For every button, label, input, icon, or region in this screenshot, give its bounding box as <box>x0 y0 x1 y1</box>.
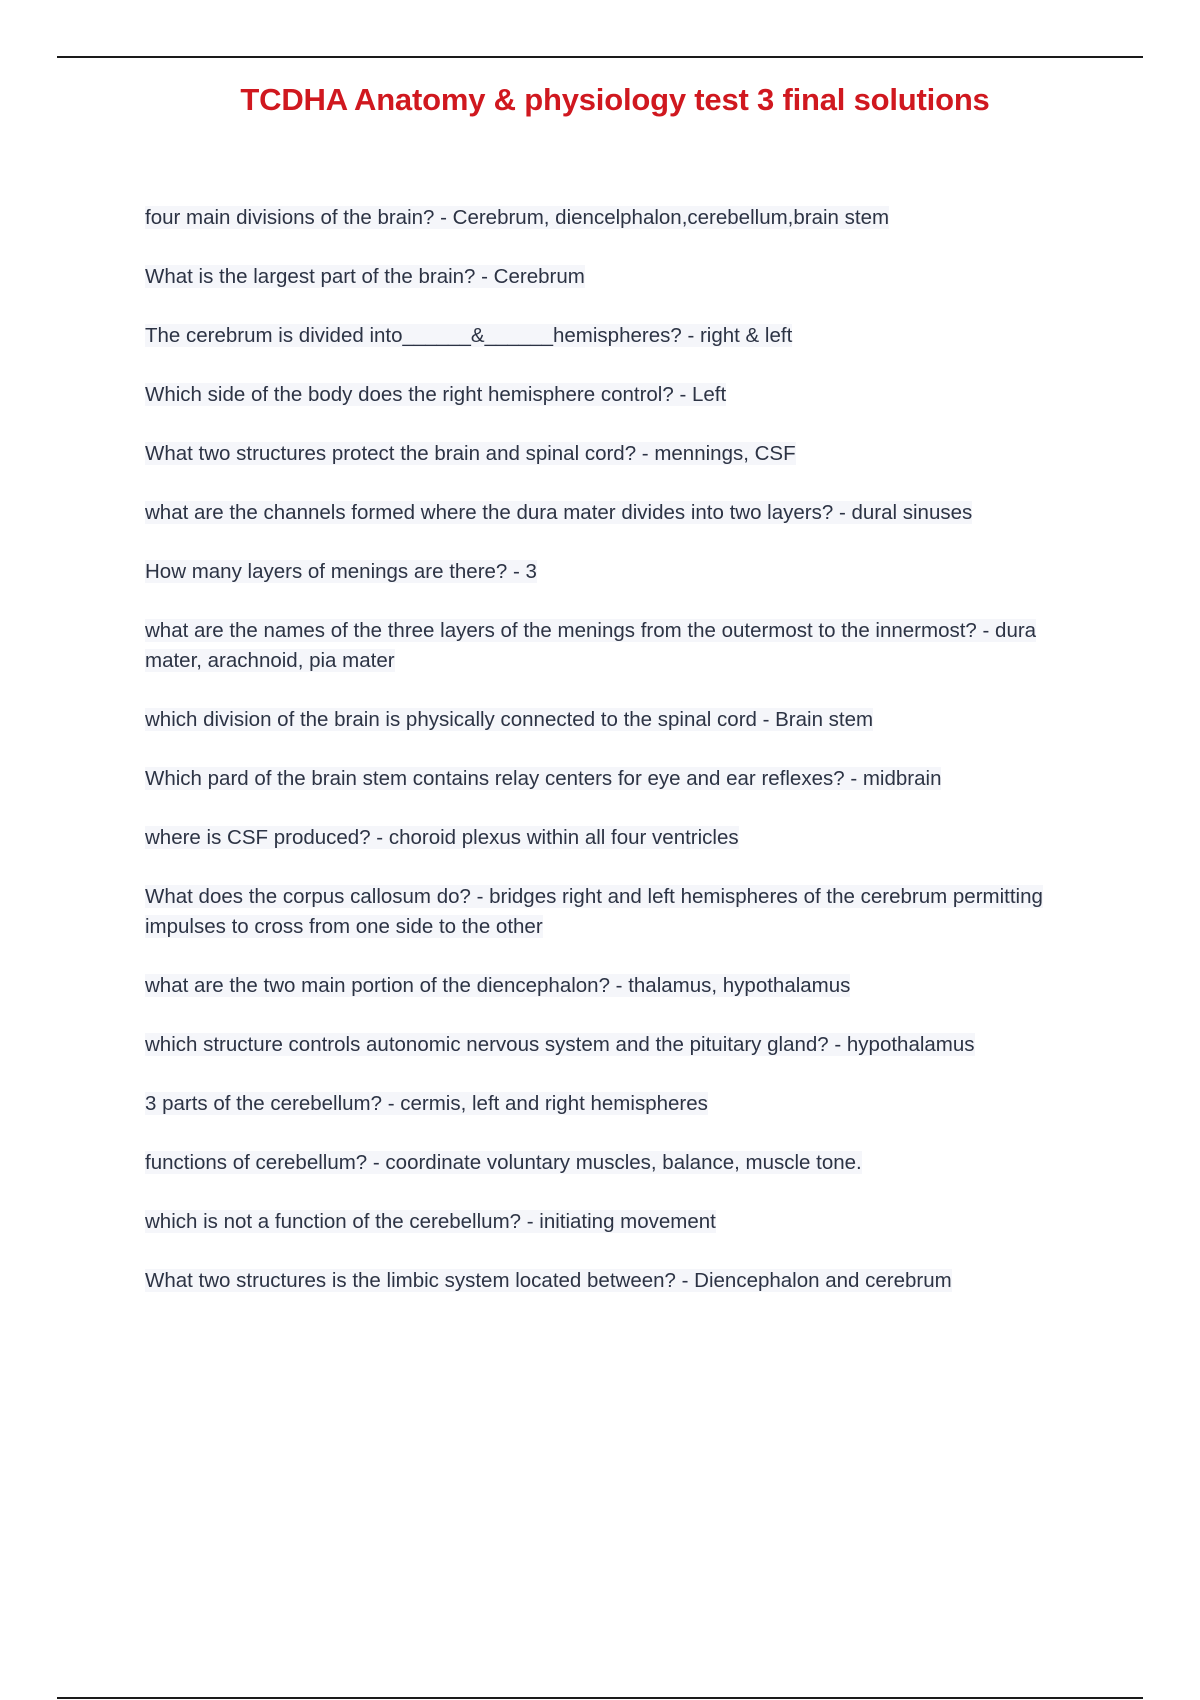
qa-text: Which side of the body does the right hemisphere control? - Left <box>145 383 727 406</box>
qa-item <box>145 1266 1085 1296</box>
qa-item <box>145 764 1085 794</box>
qa-text: Which pard of the brain stem contains relay centers for eye and ear reflexes? - midbrain <box>145 767 942 790</box>
qa-text: what are the two main portion of the diencephalon? - thalamus, hypothalamus <box>145 974 851 997</box>
qa-item <box>145 439 1085 469</box>
qa-text: which division of the brain is physically connected to the spinal cord - Brain stem <box>145 708 874 731</box>
page-title: TCDHA Anatomy & physiology test 3 final solutions <box>240 82 990 117</box>
qa-text: What two structures is the limbic system located between? - Diencephalon and cerebrum <box>145 1269 952 1292</box>
qa-item <box>145 557 1085 587</box>
qa-text: What two structures protect the brain and spinal cord? - mennings, CSF <box>145 442 796 465</box>
qa-text: what are the channels formed where the dura mater divides into two layers? - dural sinuses <box>145 501 973 524</box>
qa-item <box>145 498 1085 528</box>
qa-text: How many layers of menings are there? - 3 <box>145 560 537 583</box>
qa-list <box>145 203 1085 1325</box>
bottom-rule <box>57 1697 1143 1699</box>
qa-text: What is the largest part of the brain? - Cerebrum <box>145 265 585 288</box>
qa-text: What does the corpus callosum do? - bridges right and left hemispheres of the cerebrum permitting impulses to cross from one side to the other <box>145 885 1043 938</box>
qa-text: which is not a function of the cerebellum? - initiating movement <box>145 1210 716 1233</box>
qa-item <box>145 203 1085 233</box>
qa-text: which structure controls autonomic nervous system and the pituitary gland? - hypothalamus <box>145 1033 975 1056</box>
qa-item <box>145 823 1085 853</box>
qa-text: four main divisions of the brain? - Cerebrum, diencelphalon,cerebellum,brain stem <box>145 206 890 229</box>
qa-text: The cerebrum is divided into______&______hemispheres? - right & left <box>145 324 793 347</box>
qa-text: what are the names of the three layers of the menings from the outermost to the innermost? - dura mater, arachnoid, pia mater <box>145 619 1037 672</box>
qa-text: functions of cerebellum? - coordinate voluntary muscles, balance, muscle tone. <box>145 1151 862 1174</box>
qa-item <box>145 1148 1085 1178</box>
qa-item <box>145 262 1085 292</box>
qa-item <box>145 1207 1085 1237</box>
qa-text: 3 parts of the cerebellum? - cermis, left and right hemispheres <box>145 1092 708 1115</box>
qa-item <box>145 380 1085 410</box>
qa-item <box>145 1089 1085 1119</box>
top-rule <box>57 56 1143 58</box>
qa-item <box>145 321 1085 351</box>
qa-text: where is CSF produced? - choroid plexus within all four ventricles <box>145 826 739 849</box>
qa-item <box>145 1030 1085 1060</box>
qa-item <box>145 971 1085 1001</box>
qa-item <box>145 882 1085 942</box>
qa-item <box>145 705 1085 735</box>
qa-item <box>145 616 1085 676</box>
